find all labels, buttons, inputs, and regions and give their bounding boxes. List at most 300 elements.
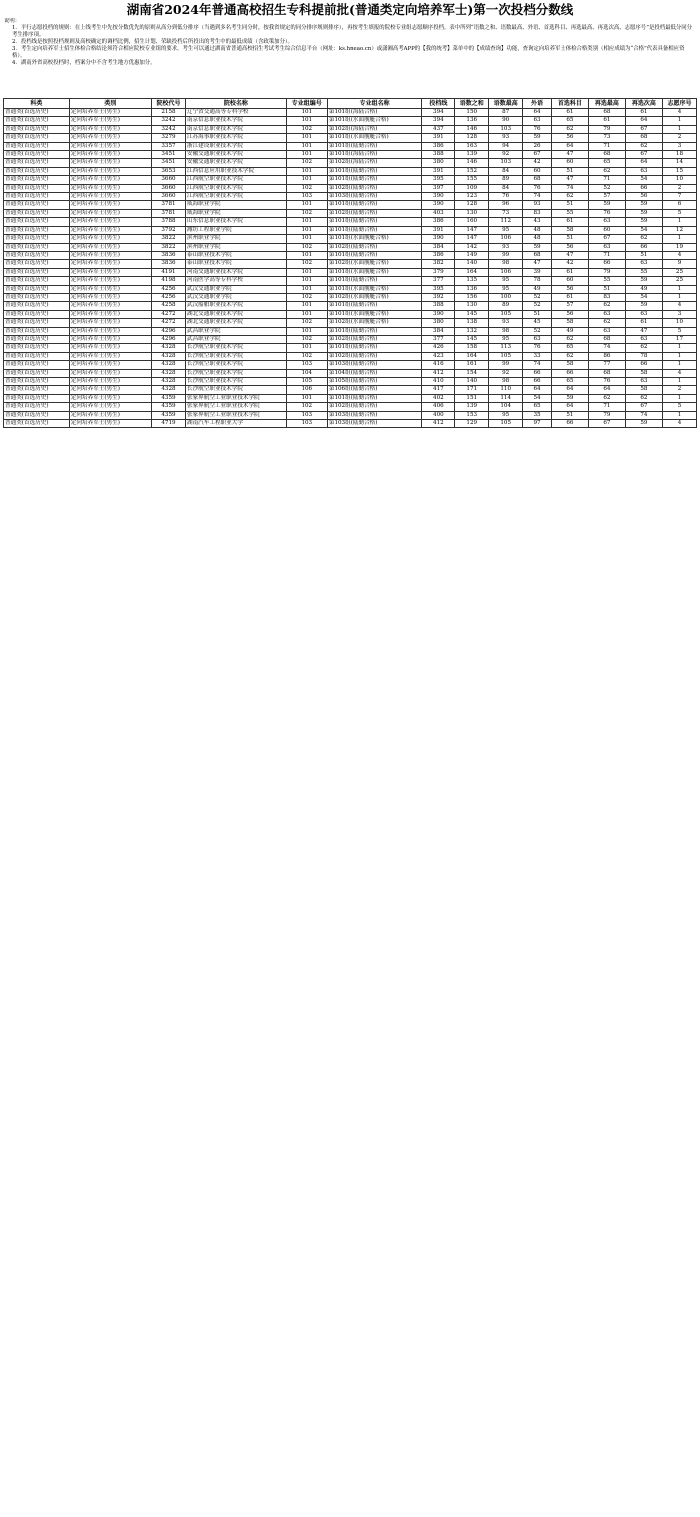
- table-cell: 145: [455, 310, 489, 318]
- table-cell: 48: [523, 226, 552, 234]
- table-cell: 62: [551, 352, 588, 360]
- table-cell: 武汉交通职业学院: [185, 293, 286, 301]
- table-cell: 160: [455, 218, 489, 226]
- table-cell: 65: [588, 159, 625, 167]
- table-row: [4, 268, 697, 276]
- table-cell: 62: [625, 344, 662, 352]
- table-cell: 第101组(陆勤合格): [327, 167, 422, 175]
- table-cell: 58: [551, 361, 588, 369]
- table-cell: 定向培养军士(男生): [69, 260, 151, 268]
- table-cell: 安徽交通职业技术学院: [185, 151, 286, 159]
- table-cell: 43: [523, 218, 552, 226]
- table-cell: 51: [551, 201, 588, 209]
- table-row: [4, 394, 697, 402]
- table-cell: 63: [588, 218, 625, 226]
- table-cell: 52: [523, 302, 552, 310]
- table-cell: 定向培养军士(男生): [69, 352, 151, 360]
- table-cell: 定向培养军士(男生): [69, 369, 151, 377]
- table-cell: 武昌职业学院: [185, 327, 286, 335]
- table-cell: 第101组(水面舰艇合格): [327, 235, 422, 243]
- table-cell: 南京信息职业技术学院: [185, 125, 286, 133]
- table-cell: 89: [489, 176, 523, 184]
- table-cell: 普通类(首选历史): [4, 218, 70, 226]
- table-cell: 101: [286, 134, 327, 142]
- table-cell: 390: [422, 193, 455, 201]
- table-cell: 67: [625, 151, 662, 159]
- table-cell: 张家界航空工业职业技术学院: [185, 394, 286, 402]
- table-cell: 84: [489, 184, 523, 192]
- table-cell: 60: [551, 277, 588, 285]
- table-cell: 65: [523, 403, 552, 411]
- table-cell: 58: [551, 319, 588, 327]
- table-row: [4, 327, 697, 335]
- table-cell: 380: [422, 319, 455, 327]
- table-cell: 101: [286, 218, 327, 226]
- table-cell: 湖北交通职业技术学院: [185, 310, 286, 318]
- table-cell: 潍坊工程职业学院: [185, 226, 286, 234]
- column-header: 投档线: [422, 99, 455, 109]
- table-cell: 62: [551, 125, 588, 133]
- table-cell: 4359: [152, 411, 186, 419]
- table-cell: 105: [489, 352, 523, 360]
- table-cell: 54: [625, 226, 662, 234]
- table-cell: 155: [455, 176, 489, 184]
- table-cell: 171: [455, 386, 489, 394]
- table-cell: 136: [455, 285, 489, 293]
- table-cell: 101: [286, 268, 327, 276]
- table-cell: 83: [588, 293, 625, 301]
- table-cell: 63: [588, 243, 625, 251]
- table-row: [4, 335, 697, 343]
- table-cell: 4191: [152, 268, 186, 276]
- table-cell: 74: [588, 344, 625, 352]
- column-header: 外语: [523, 99, 552, 109]
- table-cell: 61: [625, 109, 662, 117]
- table-cell: 62: [588, 167, 625, 175]
- table-cell: 定向培养军士(男生): [69, 251, 151, 259]
- table-cell: 第101组(陆勤合格): [327, 142, 422, 150]
- table-cell: 普通类(首选历史): [4, 235, 70, 243]
- table-body: [4, 109, 697, 428]
- table-cell: 103: [489, 159, 523, 167]
- table-cell: 第102组(陆勤合格): [327, 209, 422, 217]
- table-cell: 79: [588, 411, 625, 419]
- table-row: [4, 184, 697, 192]
- page-title: 湖南省2024年普通高校招生专科提前批(普通类定向培养军士)第一次投档分数线: [126, 2, 574, 17]
- table-cell: 4: [662, 109, 696, 117]
- table-cell: 定向培养军士(男生): [69, 159, 151, 167]
- table-cell: 64: [551, 403, 588, 411]
- table-cell: 第101组(水面舰艇合格): [327, 268, 422, 276]
- table-cell: 普通类(首选历史): [4, 386, 70, 394]
- table-cell: 定向培养军士(男生): [69, 327, 151, 335]
- table-cell: 164: [455, 268, 489, 276]
- table-cell: 59: [523, 243, 552, 251]
- table-row: [4, 167, 697, 175]
- table-cell: 4272: [152, 319, 186, 327]
- table-cell: 68: [625, 134, 662, 142]
- table-row: [4, 277, 697, 285]
- table-cell: 普通类(首选历史): [4, 167, 70, 175]
- table-cell: 第101组(海陆合格): [327, 151, 422, 159]
- table-cell: 定向培养军士(男生): [69, 285, 151, 293]
- table-cell: 威海职业学院: [185, 209, 286, 217]
- table-cell: 张家界航空工业职业技术学院: [185, 411, 286, 419]
- table-row: [4, 403, 697, 411]
- table-cell: 第101组(陆勤合格): [327, 218, 422, 226]
- table-cell: 55: [588, 277, 625, 285]
- table-cell: 128: [455, 201, 489, 209]
- table-cell: 161: [455, 361, 489, 369]
- table-cell: 定向培养军士(男生): [69, 151, 151, 159]
- table-cell: 63: [588, 310, 625, 318]
- table-cell: 93: [489, 319, 523, 327]
- table-cell: 辽宁省交通高等专科学校: [185, 109, 286, 117]
- table-cell: 普通类(首选历史): [4, 243, 70, 251]
- table-cell: 3660: [152, 193, 186, 201]
- table-cell: 95: [489, 285, 523, 293]
- table-cell: 47: [551, 251, 588, 259]
- table-cell: 第103组(陆勤合格): [327, 193, 422, 201]
- table-cell: 4: [662, 302, 696, 310]
- table-cell: 长沙航空职业技术学院: [185, 386, 286, 394]
- table-cell: 66: [523, 378, 552, 386]
- table-cell: 164: [455, 352, 489, 360]
- table-cell: 9: [662, 260, 696, 268]
- table-cell: 101: [286, 285, 327, 293]
- table-cell: 定向培养军士(男生): [69, 319, 151, 327]
- table-cell: 51: [523, 310, 552, 318]
- table-row: [4, 420, 697, 428]
- table-cell: 6: [662, 201, 696, 209]
- table-cell: 52: [588, 184, 625, 192]
- table-cell: 1: [662, 411, 696, 419]
- table-cell: 62: [551, 193, 588, 201]
- table-cell: 49: [625, 285, 662, 293]
- table-cell: 64: [625, 159, 662, 167]
- table-cell: 3836: [152, 260, 186, 268]
- table-cell: 66: [625, 243, 662, 251]
- table-cell: 102: [286, 243, 327, 251]
- table-cell: 103: [286, 361, 327, 369]
- table-row: [4, 201, 697, 209]
- table-row: [4, 243, 697, 251]
- table-cell: 66: [625, 184, 662, 192]
- table-cell: 84: [489, 167, 523, 175]
- column-header: 语数之和: [455, 99, 489, 109]
- table-cell: 63: [625, 378, 662, 386]
- table-cell: 101: [286, 109, 327, 117]
- table-cell: 56: [551, 243, 588, 251]
- table-cell: 18: [662, 151, 696, 159]
- table-cell: 101: [286, 344, 327, 352]
- table-cell: 普通类(首选历史): [4, 151, 70, 159]
- table-cell: 101: [286, 302, 327, 310]
- table-cell: 59: [523, 134, 552, 142]
- table-cell: 54: [523, 394, 552, 402]
- table-cell: 140: [455, 260, 489, 268]
- table-cell: 101: [286, 394, 327, 402]
- table-cell: 定向培养军士(男生): [69, 209, 151, 217]
- table-cell: 63: [523, 335, 552, 343]
- table-cell: 普通类(首选历史): [4, 201, 70, 209]
- table-cell: 66: [523, 369, 552, 377]
- table-cell: 93: [489, 134, 523, 142]
- table-cell: 普通类(首选历史): [4, 226, 70, 234]
- table-cell: 68: [588, 109, 625, 117]
- table-cell: 4198: [152, 277, 186, 285]
- table-cell: 59: [625, 277, 662, 285]
- table-cell: 95: [489, 277, 523, 285]
- table-cell: 66: [551, 420, 588, 428]
- table-cell: 1: [662, 361, 696, 369]
- score-table: [3, 98, 697, 428]
- table-cell: 滨州职业学院: [185, 235, 286, 243]
- table-cell: 定向培养军士(男生): [69, 226, 151, 234]
- table-cell: 普通类(首选历史): [4, 378, 70, 386]
- table-cell: 138: [455, 319, 489, 327]
- table-cell: 79: [588, 268, 625, 276]
- column-header: 专业组编号: [286, 99, 327, 109]
- table-cell: 423: [422, 352, 455, 360]
- table-cell: 101: [286, 251, 327, 259]
- table-cell: 114: [489, 394, 523, 402]
- table-row: [4, 251, 697, 259]
- table-row: [4, 260, 697, 268]
- table-cell: 4359: [152, 403, 186, 411]
- table-cell: 64: [551, 142, 588, 150]
- table-cell: 103: [286, 420, 327, 428]
- table-cell: 江苏海事职业技术学院: [185, 134, 286, 142]
- table-cell: 377: [422, 277, 455, 285]
- table-cell: 66: [625, 361, 662, 369]
- table-cell: 90: [489, 117, 523, 125]
- table-cell: 第102组(水面舰艇合格): [327, 319, 422, 327]
- table-cell: 51: [551, 235, 588, 243]
- table-cell: 长沙航空职业技术学院: [185, 344, 286, 352]
- table-cell: 4328: [152, 378, 186, 386]
- table-cell: 第101组(陆勤合格): [327, 344, 422, 352]
- table-cell: 92: [489, 151, 523, 159]
- table-cell: 79: [588, 125, 625, 133]
- table-cell: 67: [523, 151, 552, 159]
- table-cell: 68: [588, 369, 625, 377]
- table-cell: 泰山职业技术学院: [185, 251, 286, 259]
- table-row: [4, 125, 697, 133]
- table-cell: 71: [588, 142, 625, 150]
- table-cell: 101: [286, 151, 327, 159]
- table-cell: 1: [662, 378, 696, 386]
- table-cell: 武汉交通职业学院: [185, 285, 286, 293]
- table-cell: 59: [625, 201, 662, 209]
- table-cell: 390: [422, 235, 455, 243]
- table-cell: 普通类(首选历史): [4, 327, 70, 335]
- table-cell: 4: [662, 251, 696, 259]
- table-cell: 4328: [152, 369, 186, 377]
- table-cell: 395: [422, 285, 455, 293]
- table-cell: 51: [625, 251, 662, 259]
- table-cell: 62: [588, 394, 625, 402]
- table-cell: 63: [588, 327, 625, 335]
- table-cell: 定向培养军士(男生): [69, 310, 151, 318]
- table-cell: 380: [422, 159, 455, 167]
- table-cell: 112: [489, 218, 523, 226]
- table-cell: 64: [523, 109, 552, 117]
- table-cell: 普通类(首选历史): [4, 394, 70, 402]
- table-cell: 定向培养军士(男生): [69, 420, 151, 428]
- table-cell: 普通类(首选历史): [4, 369, 70, 377]
- table-cell: 3788: [152, 218, 186, 226]
- table-cell: 定向培养军士(男生): [69, 167, 151, 175]
- column-header: 再选次高: [625, 99, 662, 109]
- table-cell: 96: [489, 201, 523, 209]
- table-cell: 5: [662, 403, 696, 411]
- table-cell: 105: [489, 310, 523, 318]
- table-cell: 3836: [152, 251, 186, 259]
- table-cell: 浙江建设职业技术学院: [185, 142, 286, 150]
- table-cell: 第102组(海陆合格): [327, 125, 422, 133]
- table-cell: 52: [523, 327, 552, 335]
- table-cell: 102: [286, 319, 327, 327]
- table-row: [4, 193, 697, 201]
- table-cell: 59: [625, 209, 662, 217]
- table-cell: 132: [455, 327, 489, 335]
- table-cell: 普通类(首选历史): [4, 251, 70, 259]
- table-cell: 普通类(首选历史): [4, 117, 70, 125]
- table-cell: 410: [422, 378, 455, 386]
- table-cell: 第101组(陆勤合格): [327, 226, 422, 234]
- table-cell: 105: [286, 378, 327, 386]
- table-cell: 55: [551, 209, 588, 217]
- table-cell: 417: [422, 386, 455, 394]
- table-cell: 42: [551, 260, 588, 268]
- table-cell: 17: [662, 335, 696, 343]
- table-cell: 76: [588, 209, 625, 217]
- table-cell: 4296: [152, 327, 186, 335]
- table-cell: 49: [551, 327, 588, 335]
- table-cell: 4328: [152, 361, 186, 369]
- table-cell: 97: [523, 420, 552, 428]
- table-cell: 湖南汽车工程职业大学: [185, 420, 286, 428]
- table-cell: 400: [422, 411, 455, 419]
- table-cell: 3279: [152, 134, 186, 142]
- table-cell: 95: [489, 411, 523, 419]
- table-cell: 100: [489, 293, 523, 301]
- table-cell: 102: [286, 209, 327, 217]
- table-cell: 74: [551, 184, 588, 192]
- table-cell: 92: [489, 369, 523, 377]
- table-cell: 普通类(首选历史): [4, 411, 70, 419]
- table-cell: 56: [625, 193, 662, 201]
- table-cell: 158: [455, 344, 489, 352]
- table-cell: 定向培养军士(男生): [69, 302, 151, 310]
- table-cell: 3242: [152, 125, 186, 133]
- table-cell: 第102组(陆勤合格): [327, 403, 422, 411]
- table-cell: 101: [286, 201, 327, 209]
- table-cell: 147: [455, 226, 489, 234]
- table-cell: 47: [551, 151, 588, 159]
- table-cell: 93: [523, 201, 552, 209]
- table-cell: 74: [523, 193, 552, 201]
- table-cell: 第102组(水面舰艇合格): [327, 260, 422, 268]
- table-cell: 普通类(首选历史): [4, 352, 70, 360]
- table-cell: 102: [286, 403, 327, 411]
- table-cell: 95: [489, 335, 523, 343]
- table-cell: 3451: [152, 151, 186, 159]
- table-cell: 10: [662, 319, 696, 327]
- table-cell: 定向培养军士(男生): [69, 176, 151, 184]
- table-cell: 第102组(陆勤合格): [327, 352, 422, 360]
- table-cell: 66: [551, 369, 588, 377]
- table-cell: 定向培养军士(男生): [69, 218, 151, 226]
- column-header: 专业组名称: [327, 99, 422, 109]
- table-cell: 51: [551, 411, 588, 419]
- table-cell: 4: [662, 420, 696, 428]
- table-cell: 64: [588, 386, 625, 394]
- table-cell: 3822: [152, 235, 186, 243]
- table-cell: 78: [523, 277, 552, 285]
- table-cell: 384: [422, 243, 455, 251]
- table-cell: 普通类(首选历史): [4, 310, 70, 318]
- table-cell: 95: [489, 226, 523, 234]
- table-row: [4, 117, 697, 125]
- table-cell: 77: [588, 361, 625, 369]
- table-cell: 382: [422, 260, 455, 268]
- table-cell: 406: [422, 403, 455, 411]
- table-cell: 25: [662, 277, 696, 285]
- table-cell: 普通类(首选历史): [4, 319, 70, 327]
- table-cell: 101: [286, 117, 327, 125]
- table-cell: 7: [662, 193, 696, 201]
- table-cell: 62: [625, 142, 662, 150]
- table-row: [4, 109, 697, 117]
- table-row: [4, 310, 697, 318]
- table-cell: 102: [286, 352, 327, 360]
- table-cell: 153: [455, 411, 489, 419]
- table-cell: 3660: [152, 184, 186, 192]
- table-cell: 402: [422, 394, 455, 402]
- table-row: [4, 134, 697, 142]
- table-cell: 定向培养军士(男生): [69, 386, 151, 394]
- table-cell: 140: [455, 378, 489, 386]
- table-cell: 412: [422, 420, 455, 428]
- table-cell: 19: [662, 243, 696, 251]
- table-cell: 江西航空职业技术学院: [185, 184, 286, 192]
- table-row: [4, 151, 697, 159]
- table-cell: 106: [489, 268, 523, 276]
- table-cell: 普通类(首选历史): [4, 361, 70, 369]
- table-cell: 定向培养军士(男生): [69, 109, 151, 117]
- table-cell: 定向培养军士(男生): [69, 268, 151, 276]
- table-cell: 147: [455, 235, 489, 243]
- table-cell: 394: [422, 109, 455, 117]
- table-cell: 139: [455, 151, 489, 159]
- table-cell: 76: [523, 344, 552, 352]
- table-cell: 113: [489, 344, 523, 352]
- table-cell: 第101组(陆勤合格): [327, 251, 422, 259]
- table-cell: 3357: [152, 142, 186, 150]
- table-cell: 163: [455, 142, 489, 150]
- note-item: 3．考生定向培养军士招生体检合格结论须符合相应院校专业组的要求。考生可以通过湖南省普通高校招生考试考生综合信息平台（网址：ks.hneao.cn）或潇湘高考APP的【我的统考】菜单中的【成绩查询】功能，查询定向培养军士体检合格类别（相应成绩为“合格”代表具备相应资格）。: [12, 46, 685, 59]
- table-cell: 第101组(水面舰艇合格): [327, 134, 422, 142]
- table-cell: 388: [422, 302, 455, 310]
- table-cell: 63: [625, 167, 662, 175]
- table-cell: 定向培养军士(男生): [69, 394, 151, 402]
- table-cell: 第101组(水面舰艇合格): [327, 310, 422, 318]
- table-cell: 60: [551, 159, 588, 167]
- table-cell: 武昌职业学院: [185, 335, 286, 343]
- table-cell: 长沙航空职业技术学院: [185, 369, 286, 377]
